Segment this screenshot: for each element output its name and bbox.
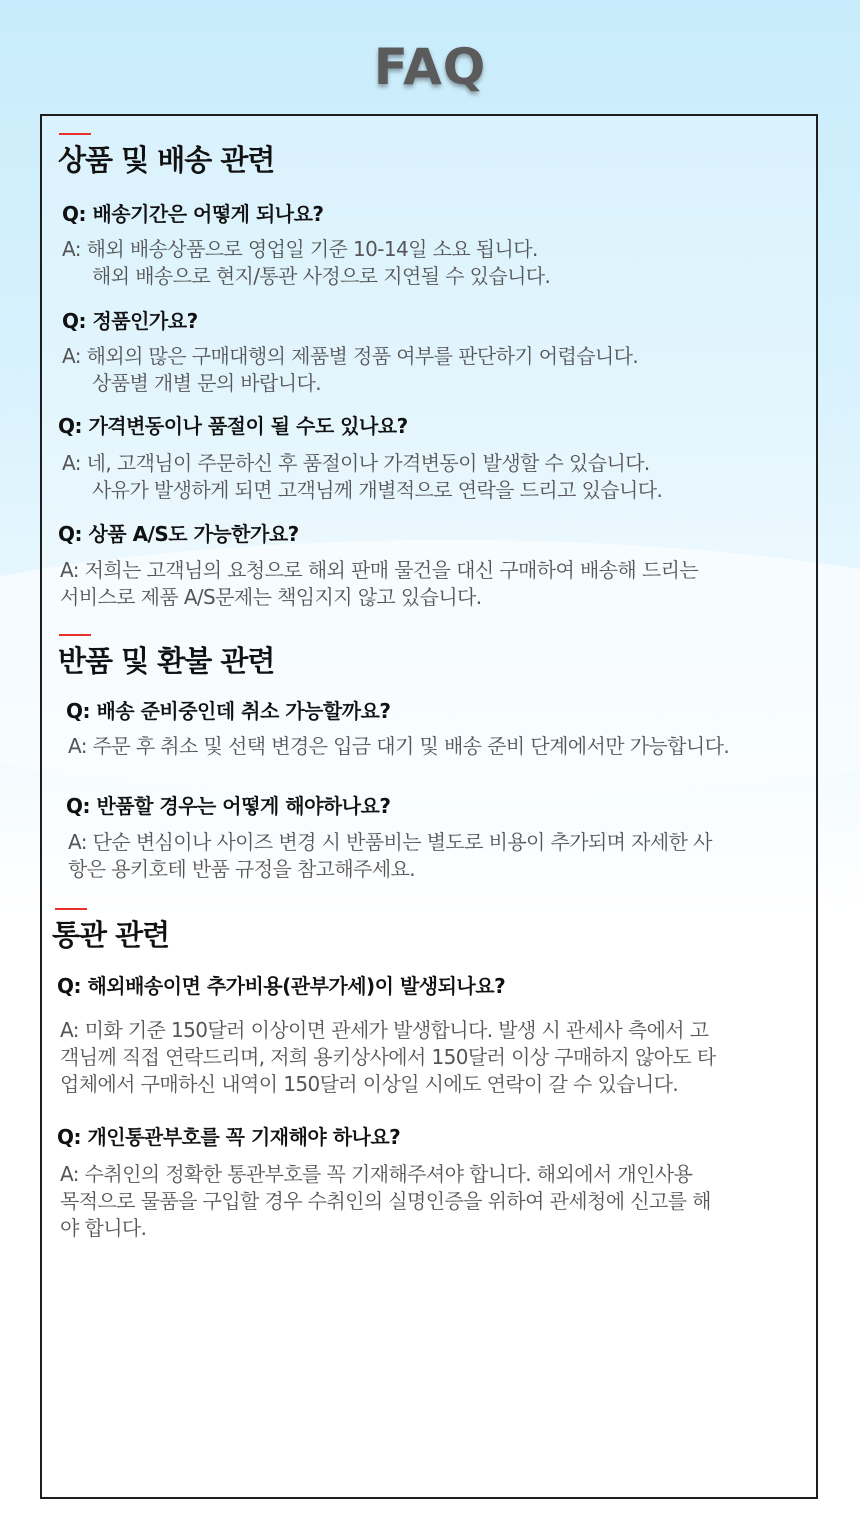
question-extra-cost: Q: 해외배송이면 추가비용(관부가세)이 발생되나요? [57, 974, 506, 998]
answer-line: 객님께 직접 연락드리며, 저희 용키상사에서 150달러 이상 구매하지 않아도 타 [60, 1045, 716, 1069]
question-customs-code: Q: 개인통관부호를 꼭 기재해야 하나요? [57, 1125, 401, 1149]
question-return: Q: 반품할 경우는 어떻게 해야하나요? [66, 794, 391, 818]
answer-line: A: 주문 후 취소 및 선택 변경은 입금 대기 및 배송 준비 단계에서만 가능합니다. [68, 734, 730, 758]
answer-line: 해외 배송으로 현지/통관 사정으로 지연될 수 있습니다. [92, 264, 551, 288]
question-genuine: Q: 정품인가요? [62, 309, 198, 333]
page-title: FAQ [373, 38, 487, 96]
answer-as-service [60, 557, 698, 611]
answer-line: A: 해외 배송상품으로 영업일 기준 10-14일 소요 됩니다. [62, 237, 538, 261]
answer-line: A: 네, 고객님이 주문하신 후 품절이나 가격변동이 발생할 수 있습니다. [62, 451, 650, 475]
answer-line: 목적으로 물품을 구입할 경우 수취인의 실명인증을 위하여 관세청에 신고를 해 [60, 1189, 711, 1213]
question-as-service: Q: 상품 A/S도 가능한가요? [58, 522, 299, 546]
answer-customs-code [60, 1161, 711, 1242]
section-accent-mark [59, 634, 91, 636]
answer-line: 야 합니다. [60, 1216, 147, 1240]
section-title-customs: 통관 관련 [52, 918, 170, 952]
answer-line: A: 미화 기준 150달러 이상이면 관세가 발생합니다. 발생 시 관세사 측에서 고 [60, 1018, 709, 1042]
question-shipping-period: Q: 배송기간은 어떻게 되나요? [62, 202, 324, 226]
answer-genuine [62, 343, 638, 397]
section-title-return-refund: 반품 및 환불 관련 [58, 644, 275, 678]
answer-line: 상품별 개별 문의 바랍니다. [92, 371, 321, 395]
section-title-product-shipping: 상품 및 배송 관련 [58, 143, 275, 177]
answer-line: A: 단순 변심이나 사이즈 변경 시 반품비는 별도로 비용이 추가되며 자세한 사 [68, 830, 712, 854]
answer-price-change [62, 450, 662, 504]
answer-line: 서비스로 제품 A/S문제는 책임지지 않고 있습니다. [60, 585, 482, 609]
answer-line: A: 해외의 많은 구매대행의 제품별 정품 여부를 판단하기 어렵습니다. [62, 344, 639, 368]
answer-line: 업체에서 구매하신 내역이 150달러 이상일 시에도 연락이 갈 수 있습니다. [60, 1072, 679, 1096]
answer-extra-cost [60, 1017, 716, 1098]
answer-line: 사유가 발생하게 되면 고객님께 개별적으로 연락을 드리고 있습니다. [92, 478, 663, 502]
question-cancel: Q: 배송 준비중인데 취소 가능할까요? [66, 699, 391, 723]
section-accent-mark [55, 908, 87, 910]
answer-line: A: 저희는 고객님의 요청으로 해외 판매 물건을 대신 구매하여 배송해 드리는 [60, 558, 699, 582]
answer-line: A: 수취인의 정확한 통관부호를 꼭 기재해주셔야 합니다. 해외에서 개인사용 [60, 1162, 693, 1186]
answer-line: 항은 용키호테 반품 규정을 참고해주세요. [68, 857, 416, 881]
section-accent-mark [59, 133, 91, 135]
answer-shipping-period [62, 236, 550, 290]
question-price-change: Q: 가격변동이나 품절이 될 수도 있나요? [58, 414, 408, 438]
answer-return [68, 829, 712, 883]
answer-cancel [68, 733, 729, 760]
